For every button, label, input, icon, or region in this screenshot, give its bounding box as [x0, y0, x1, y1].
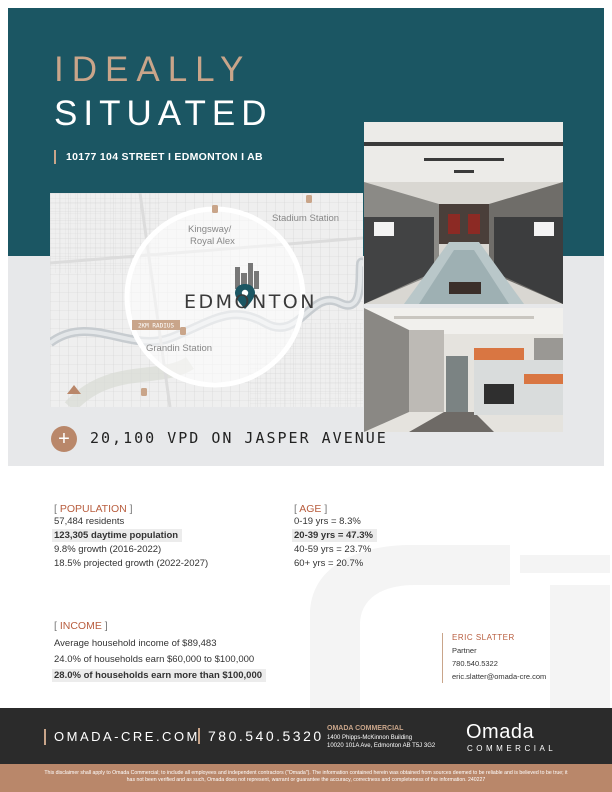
age-section [294, 503, 377, 571]
age-line: 40-59 yrs = 23.7% [294, 544, 372, 555]
income-line: Average household income of $89,483 [54, 638, 217, 649]
income-heading: [ INCOME ] [54, 620, 108, 632]
footer-phone[interactable]: 780.540.5320 [198, 728, 324, 744]
property-address: 10177 104 STREET I EDMONTON I AB [54, 150, 263, 164]
footer-address: 1400 Phipps-McKinnon Building 10020 101A Ave, Edmonton AB T5J 3G2 [327, 735, 436, 749]
population-section [54, 503, 208, 571]
contact-name: ERIC SLATTER [452, 633, 515, 642]
age-line: 0-19 yrs = 8.3% [294, 516, 361, 527]
station-label-kingsway: Kingsway/ [188, 224, 232, 235]
contact-title: Partner [452, 646, 477, 655]
plus-icon: + [51, 426, 77, 452]
contact-email[interactable]: eric.slatter@omada-cre.com [452, 672, 547, 681]
city-label: EDMONTON [184, 291, 317, 313]
population-line: 9.8% growth (2016-2022) [54, 544, 162, 555]
station-label-stadium: Stadium Station [272, 213, 340, 224]
age-line-highlight: 20-39 yrs = 47.3% [292, 529, 377, 542]
station-label-grandin: Grandin Station [146, 343, 213, 354]
footer-website-link[interactable]: OMADA-CRE.COM [44, 729, 200, 745]
map-graphic [50, 193, 363, 407]
title-line-1: IDEALLY [54, 50, 252, 89]
office-kitchen-photo [364, 122, 563, 304]
contact-phone[interactable]: 780.540.5322 [452, 659, 498, 668]
omada-logo-subtitle: COMMERCIAL [467, 744, 557, 753]
contact-card [442, 633, 546, 683]
age-heading: [ AGE ] [294, 503, 328, 515]
footer-company-name: OMADA COMMERCIAL [327, 725, 404, 732]
title-line-2: SITUATED [54, 94, 273, 133]
population-line: 57,484 residents [54, 516, 125, 527]
office-hallway-photo [364, 308, 563, 432]
location-map [50, 193, 363, 407]
population-line: 18.5% projected growth (2022-2027) [54, 558, 209, 569]
station-label-royal-alex: Royal Alex [190, 236, 235, 247]
radius-label: 2KM RADIUS [137, 322, 175, 330]
traffic-highlight: 20,100 VPD ON JASPER AVENUE [90, 429, 388, 447]
income-line: 24.0% of households earn $60,000 to $100,000 [54, 654, 255, 665]
omada-logo: Omada [466, 721, 535, 743]
age-line: 60+ yrs = 20.7% [294, 558, 364, 569]
population-line-highlight: 123,305 daytime population [52, 529, 182, 542]
population-heading: [ POPULATION ] [54, 503, 133, 515]
income-line-highlight: 28.0% of households earn more than $100,000 [52, 669, 266, 682]
disclaimer-text: This disclaimer shall apply to Omada Commercial; to include all employees and independent contractors ("Omada"). The information contained herein was obtained from sources deemed to be reliable and is believed to be true; it has not been verified and as such, Omada does not represent, warrant or guarantee the accuracy, correctness and completeness of the information. 240227 [44, 770, 568, 783]
income-section [54, 620, 266, 684]
